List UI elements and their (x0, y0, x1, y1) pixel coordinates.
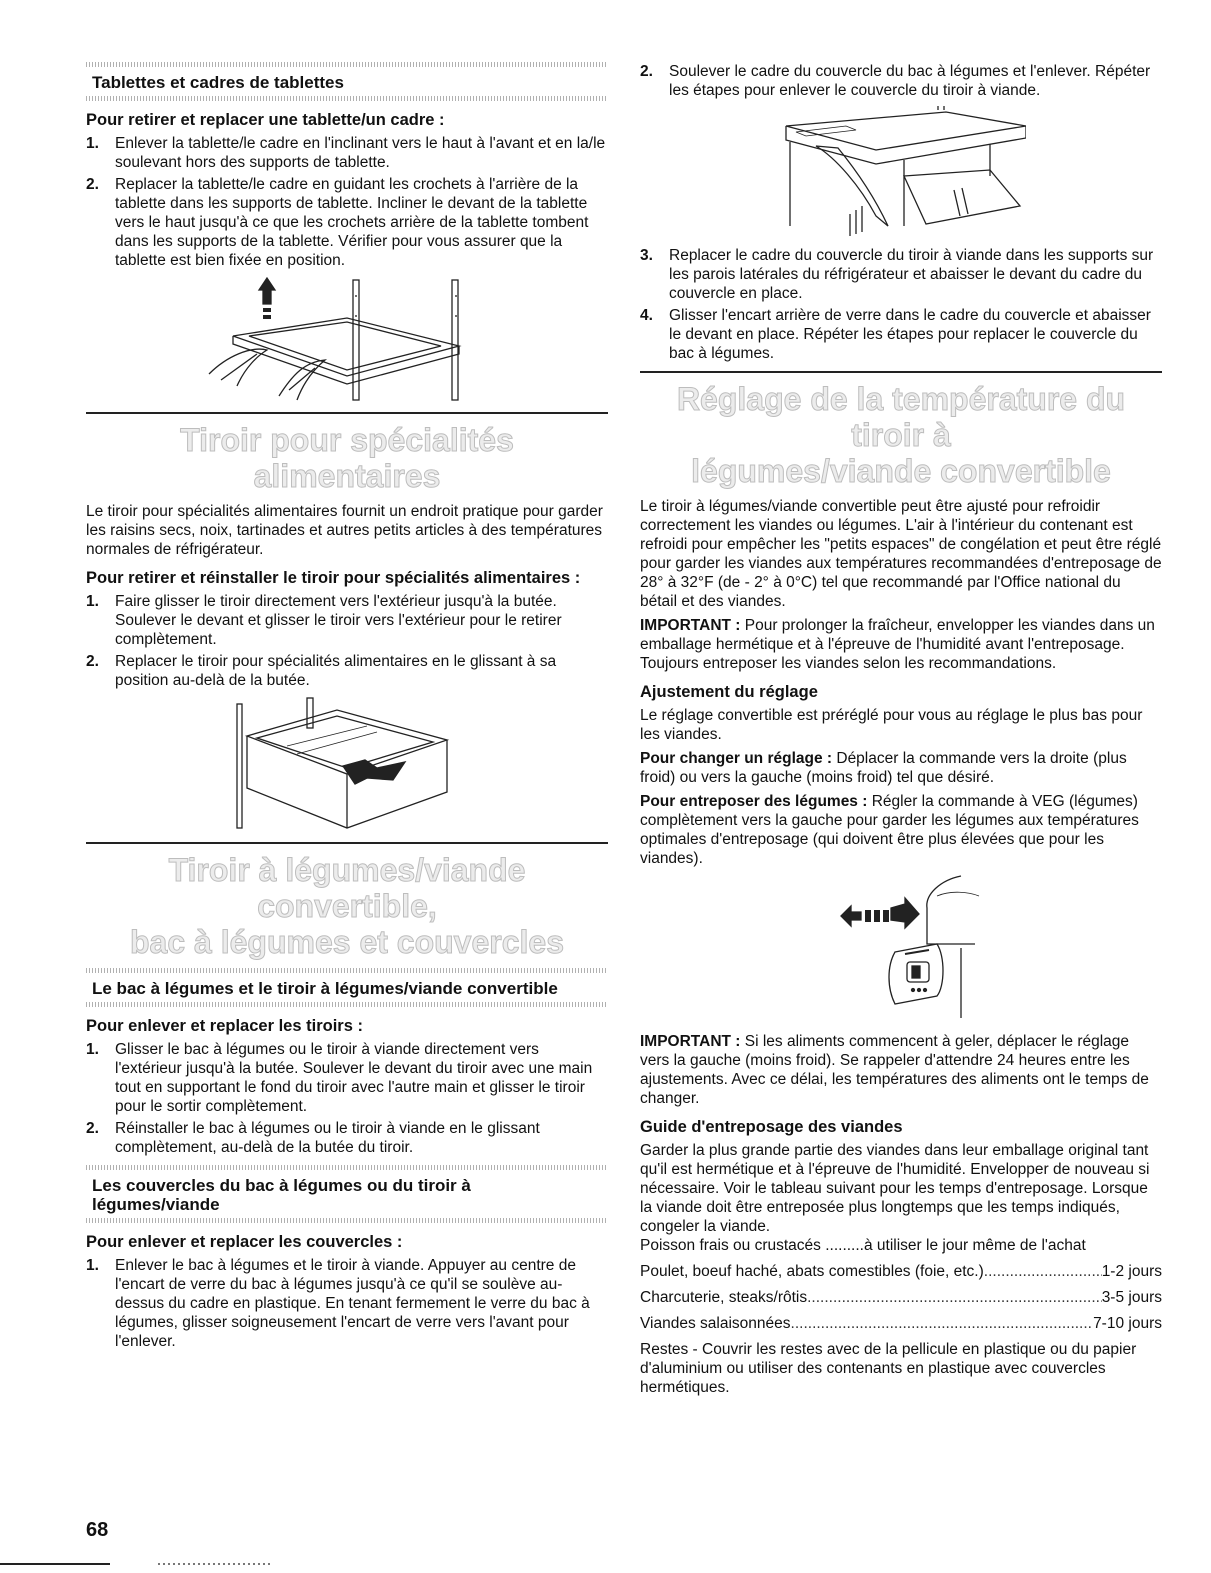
instruction-list (86, 1256, 608, 1351)
body-paragraph: Le réglage convertible est préréglé pour vous au réglage le plus bas pour les viandes. (640, 707, 1143, 743)
list-item (86, 175, 608, 270)
list-item (86, 134, 608, 172)
storage-value: 3-5 jours (1101, 1289, 1162, 1306)
item-number: 1. (86, 135, 99, 152)
item-number: 2. (86, 1120, 99, 1137)
item-text: Replacer le cadre du couvercle du tiroir à viande dans les supports sur les parois latérales du réfrigérateur et abaisser le devant du cadre du couvercle en place. (669, 247, 1154, 302)
instruction-list (86, 592, 608, 690)
section-rule (86, 842, 608, 844)
procedure-heading: Pour retirer et réinstaller le tiroir pour spécialités alimentaires : (86, 569, 581, 587)
section-title-line: Tiroir à légumes/viande convertible, (168, 852, 526, 924)
item-number: 2. (86, 176, 99, 193)
important-label: IMPORTANT : (640, 617, 741, 634)
section-rule (86, 96, 608, 101)
list-item (86, 592, 608, 649)
right-column (640, 62, 1162, 1402)
page-number: 68 (86, 1519, 109, 1541)
procedure-heading: Pour enlever et replacer les couvercles : (86, 1233, 403, 1251)
item-text: Glisser le bac à légumes ou le tiroir à viande directement vers l'extérieur jusqu'à la butée. Soulever le devant du tiroir avec une main tout en supportant le fond du tiroir avec l'autre main et glisser le tiroir pour le sortir complètement. (115, 1041, 593, 1115)
instruction-list (86, 1040, 608, 1157)
subsection-title: Le bac à légumes et le tiroir à légumes/viande convertible (92, 979, 558, 998)
subsection-title: Les couvercles du bac à légumes ou du tiroir à légumes/viande (92, 1176, 471, 1214)
item-text: Replacer la tablette/le cadre en guidant les crochets à l'arrière de la tablette dans les supports de tablette. Incliner le devant de la tablette vers le haut jusqu'à ce que les crochets arrière de la tablette tombent dans les supports de la tablette. Vérifier pour vous assurer que la tablette est bien fixée en position. (115, 176, 589, 269)
item-text: Soulever le cadre du couvercle du bac à légumes et l'enlever. Répéter les étapes pour enlever le couvercle du tiroir à viande. (669, 63, 1151, 99)
subsection-box (86, 73, 608, 92)
section-rule (86, 1218, 608, 1223)
section-rule (640, 371, 1162, 373)
section-title-line: Réglage de la température du tiroir à (676, 381, 1126, 453)
important-text: Pour prolonger la fraîcheur, envelopper les viandes dans un emballage hermétique et à l'épreuve de l'humidité avant l'entreposage. Toujours entreposer les viandes selon les recommandations. (640, 617, 1155, 672)
section-rule (86, 1165, 608, 1170)
important-text: Si les aliments commencent à geler, déplacer le réglage vers la gauche (moins froid). Se rappeler d'attendre 24 heures entre les ajustements. Avec ce délai, les températures des aliments ont le temps de changer. (640, 1033, 1149, 1107)
section-title-line: légumes/viande convertible (691, 453, 1111, 489)
item-text: Réinstaller le bac à légumes ou le tiroir à viande en le glissant complètement, au-delà de la butée du tiroir. (115, 1120, 540, 1156)
control-slider-illustration (640, 874, 1162, 1024)
list-item (86, 1040, 608, 1116)
instruction-text: Régler la commande à VEG (légumes) complètement vers la gauche pour garder les légumes aux températures optimales d'entreposage (qui doivent être plus élevées que pour les viandes). (640, 793, 1139, 867)
drawer-illustration (86, 696, 608, 834)
procedure-heading: Pour retirer et replacer une tablette/un cadre : (86, 111, 445, 129)
instruction-label: Pour entreposer des légumes : (640, 793, 868, 810)
procedure-heading: Ajustement du réglage (640, 683, 818, 701)
item-number: 1. (86, 593, 99, 610)
instruction-list (640, 246, 1162, 363)
storage-label: Charcuterie, steaks/rôtis (640, 1289, 808, 1306)
instruction-paragraph (640, 792, 1162, 868)
list-item (640, 246, 1162, 303)
item-text: Enlever la tablette/le cadre en l'inclinant vers le haut à l'avant et en la/le soulevant hors des supports de tablette. (115, 135, 606, 171)
body-paragraph: Garder la plus grande partie des viandes dans leur emballage original tant qu'il est hermétique et à l'épreuve de l'humidité. Envelopper de nouveau si nécessaire. Voir le tableau suivant pour les temps d'entreposage. Lorsque la viande doit être entreposée plus longtemps que les temps indiqués, congeler la viande. (640, 1142, 1150, 1235)
item-text: Glisser l'encart arrière de verre dans le cadre du couvercle et abaisser le devant en place. Répéter les étapes pour replacer le couvercle du bac à légumes. (669, 307, 1151, 362)
procedure-heading: Guide d'entreposage des viandes (640, 1118, 903, 1136)
item-number: 1. (86, 1257, 99, 1274)
list-item (640, 62, 1162, 100)
subsection-box (86, 1176, 608, 1214)
section-title-line: bac à légumes et couvercles (130, 924, 564, 960)
item-number: 1. (86, 1041, 99, 1058)
storage-label: Viandes salaisonnées (640, 1315, 791, 1332)
storage-row (640, 1262, 1162, 1281)
important-label: IMPORTANT : (640, 1033, 741, 1050)
list-item (86, 652, 608, 690)
item-text: Replacer le tiroir pour spécialités alimentaires en le glissant à sa position au-delà de la butée. (115, 653, 557, 689)
footer-dotted-rule (158, 1563, 270, 1565)
storage-value: 1-2 jours (1101, 1263, 1162, 1280)
list-item (86, 1256, 608, 1351)
body-paragraph: Le tiroir à légumes/viande convertible peut être ajusté pour refroidir correctement les viandes ou légumes. L'air à l'intérieur du contenant est refroidi pour empêcher les "petits espaces" de congélation et peut être réglé pour garder les viandes aux températures recommandées d'entreposage de 28° à 32°F (de - 2° à 0°C) tel que recommandé par l'Office national du bétail et des viandes. (640, 498, 1162, 610)
item-text: Faire glisser le tiroir directement vers l'extérieur jusqu'à la butée. Soulever le devant et glisser le tiroir vers l'extérieur pour le retirer complètement. (115, 593, 562, 648)
instruction-list (640, 62, 1162, 100)
item-number: 2. (86, 653, 99, 670)
instruction-text: Déplacer la commande vers la droite (plus froid) ou vers la gauche (moins froid) tel que désiré. (640, 750, 1127, 786)
instruction-list (86, 134, 608, 270)
storage-row (640, 1288, 1162, 1307)
section-rule (86, 412, 608, 414)
subsection-title: Tablettes et cadres de tablettes (92, 73, 344, 92)
procedure-heading: Pour enlever et replacer les tiroirs : (86, 1017, 363, 1035)
footer-rule (0, 1563, 110, 1565)
important-note (640, 616, 1162, 673)
section-rule (86, 1002, 608, 1007)
section-rule (86, 968, 608, 973)
leader-dots (807, 1288, 1102, 1307)
item-text: Enlever le bac à légumes et le tiroir à viande. Appuyer au centre de l'encart de verre du bac à légumes jusqu'à ce qu'il se soulève au-dessus du cadre en plastique. En tenant fermement le verre du bac à légumes, glisser soigneusement l'encart de verre vers l'avant pour l'enlever. (115, 1257, 590, 1350)
important-note (640, 1032, 1162, 1108)
section-title (86, 852, 608, 960)
storage-label: Poulet, boeuf haché, abats comestibles (foie, etc.) (640, 1263, 984, 1280)
section-title (640, 381, 1162, 489)
item-number: 2. (640, 63, 653, 80)
section-rule (86, 62, 608, 67)
storage-row (640, 1314, 1162, 1333)
list-item (86, 1119, 608, 1157)
leader-dots (984, 1262, 1102, 1281)
section-title: Tiroir pour spécialités alimentaires (180, 422, 514, 494)
crisper-cover-illustration (640, 106, 1162, 238)
list-item (640, 306, 1162, 363)
instruction-label: Pour changer un réglage : (640, 750, 833, 767)
storage-row-fish: Poisson frais ou crustacés .........à utiliser le jour même de l'achat (640, 1237, 1086, 1254)
body-paragraph: Restes - Couvrir les restes avec de la pellicule en plastique ou du papier d'aluminium ou utiliser des contenants en plastique avec couvercles hermétiques. (640, 1341, 1137, 1396)
storage-value: 7-10 jours (1093, 1315, 1162, 1332)
instruction-paragraph (640, 749, 1162, 787)
left-column (86, 62, 608, 1354)
leader-dots (791, 1314, 1094, 1333)
item-number: 3. (640, 247, 653, 264)
body-paragraph: Le tiroir pour spécialités alimentaires fournit un endroit pratique pour garder les raisins secs, noix, tartinades et autres petits articles à des températures normales de réfrigérateur. (86, 503, 603, 558)
item-number: 4. (640, 307, 653, 324)
shelf-illustration (86, 276, 608, 404)
subsection-box (86, 979, 608, 998)
